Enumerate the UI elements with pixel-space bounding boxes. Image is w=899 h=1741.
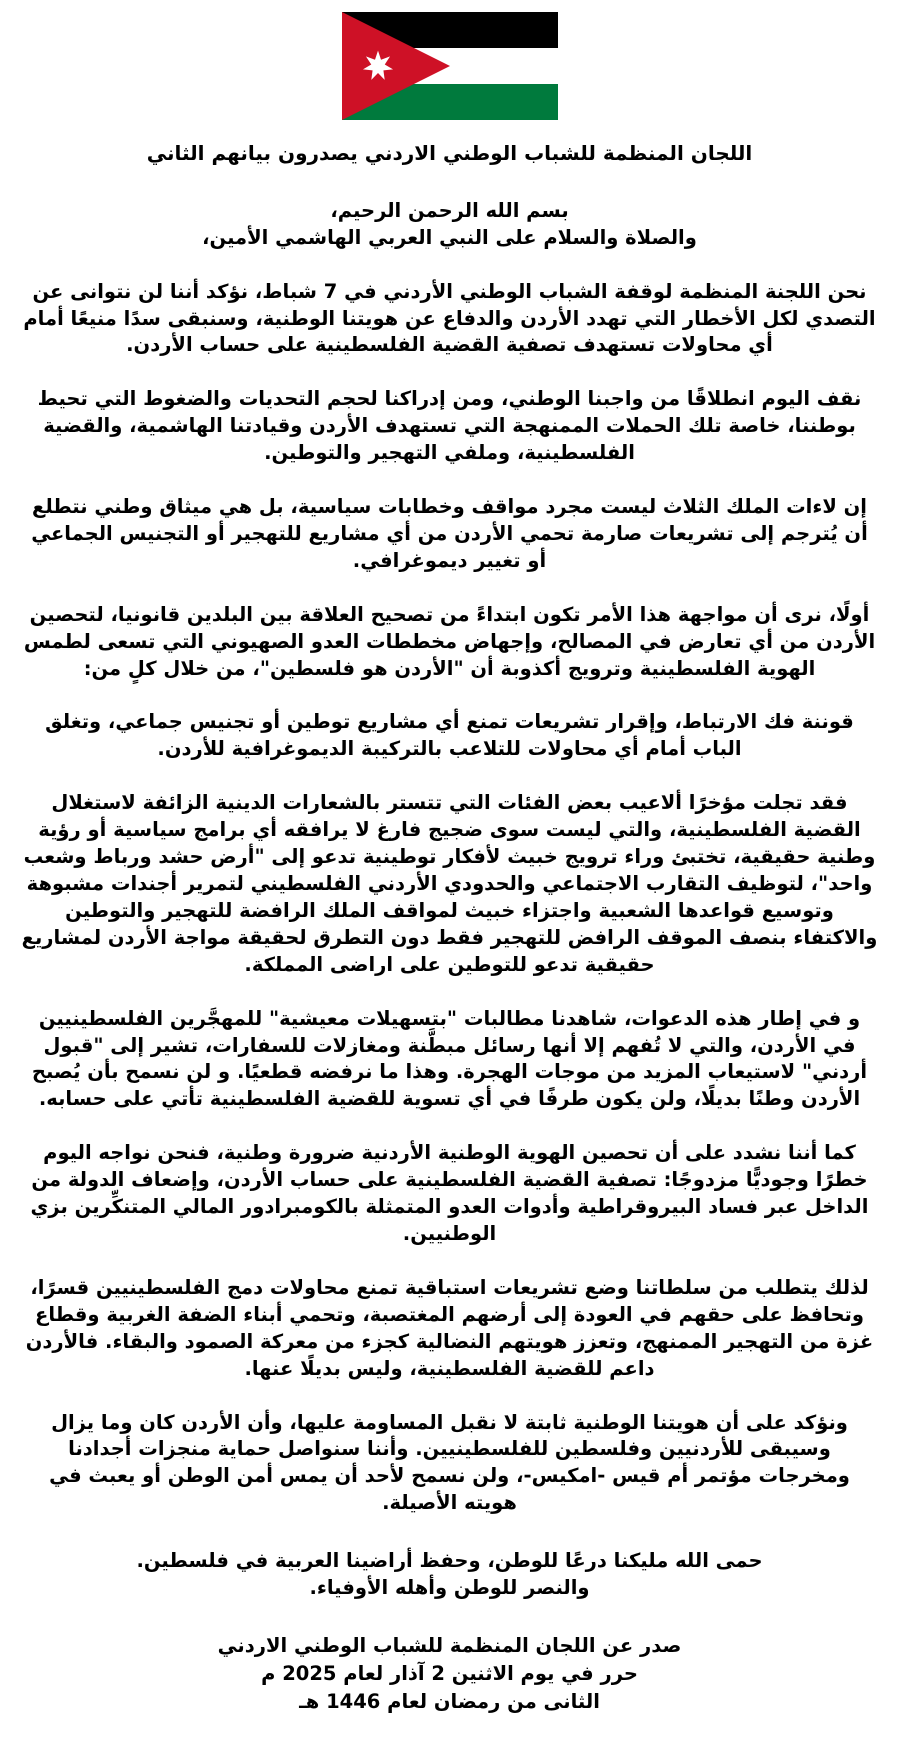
statement-title: اللجان المنظمة للشباب الوطني الاردني يصدرون بيانهم الثاني bbox=[146, 141, 753, 165]
paragraph-national-identity: ونؤكد على أن هويتنا الوطنية ثابتة لا نقبل المساومة عليها، وأن الأردن كان وما يزال وسيبقى للأردنيين وفلسطين للفلسطينيين. وأننا سنواصل حماية منجزات أجدادنا ومخرجات مؤتمر أم قيس -امكيس-، ولن نسمح لأحد أن يمس أمن الوطن أو يعبث في هويته الأصيلة. bbox=[49, 1410, 850, 1515]
basmala-line: بسم الله الرحمن الرحيم، bbox=[330, 199, 569, 222]
closing-prayer bbox=[20, 1547, 879, 1602]
jordan-flag-image bbox=[342, 12, 558, 120]
paragraph-intro: نحن اللجنة المنظمة لوقفة الشباب الوطني الأردني في 7 شباط، نؤكد أننا لن نتوانى عن التصدي لكل الأخطار التي تهدد الأردن والدفاع عن هويتنا الوطنية، وسنبقى سدًا منيعًا أمام أي محاولات تستهدف تصفية القضية الفلسطينية على حساب الأردن. bbox=[23, 279, 876, 357]
paragraph-demands-context: و في إطار هذه الدعوات، شاهدنا مطالبات "بتسهيلات معيشية" للمهجَّرين الفلسطينيين في الأردن، والتي لا تُفهم إلا أنها رسائل مبطَّنة ومغازلات للسفارات، تشير إلى "قبول أردني" لاستيعاب المزيد من موجات الهجرة. وهذا ما نرفضه قطعيًا. و لن نسمح بأن يُصبح الأردن وطنًا بديلًا، ولن يكون طرفًا في أي تسوية للقضية الفلسطينية تأتي على حسابه. bbox=[31, 1006, 868, 1111]
signature-block bbox=[20, 1632, 879, 1717]
salutation-line: والصلاة والسلام على النبي العربي الهاشمي الأمين، bbox=[202, 226, 697, 250]
paragraph-identity-protection: كما أننا نشدد على أن تحصين الهوية الوطنية الأردنية ضرورة وطنية، فنحن نواجه اليوم خطرًا وجوديًّا مزدوجًا: تصفية القضية الفلسطينية على حساب الأردن، وإضعاف الدولة من الداخل عبر فساد البيروقراطية وأدوات العدو المتمثلة بالكومبرادور المالي المتنكِّرين بزي الوطنيين. bbox=[30, 1141, 869, 1245]
gregorian-date-line: حرر في يوم الاثنين 2 آذار لعام 2025 م bbox=[261, 1661, 638, 1685]
paragraph-exposed-groups: فقد تجلت مؤخرًا ألاعيب بعض الفئات التي تتستر بالشعارات الدينية الزائفة لاستغلال القضية الفلسطينية، والتي ليست سوى ضجيج فارغ لا يرافقه أي برامج سياسية أو رؤية وطنية حقيقية، تختبئ وراء ترويج خبيث لأفكار توطينية تدعو إلى "أرض حشد ورباط وشعب واحد"، لتوظيف التقارب الاجتماعي والحدودي الأردني الفلسطيني لتمرير أجندات مشبوهة وتوسيع قواعدها الشعبية واجتزاء خبيث لمواقف الملك الرافضة للتهجير والتوطين والاكتفاء بنصف الموقف الرافض للتهجير فقط دون التطرق لحقيقة مواجة الأردن لمشاريع حقيقية تدعو للتوطين على اراضى المملكة. bbox=[21, 791, 878, 976]
closing-line: حمى الله مليكنا درعًا للوطن، وحفظ أراضينا العربية في فلسطين. bbox=[136, 1549, 763, 1573]
paragraph-three-nos: إن لاءات الملك الثلاث ليست مجرد مواقف وخطابات سياسية، بل هي ميثاق وطني نتطلع أن يُترجم إلى تشريعات صارمة تحمي الأردن من أي مشاريع للتهجير أو التجنيس الجماعي أو تغيير ديموغرافي. bbox=[31, 495, 868, 572]
paragraph-duty: نقف اليوم انطلاقًا من واجبنا الوطني، ومن إدراكنا لحجم التحديات والضغوط التي تحيط بوطننا، خاصة تلك الحملات الممنهجة التي تستهدف الأردن وقيادتنا الهاشمية، والقضية الفلسطينية، وملفي التهجير والتوطين. bbox=[37, 387, 862, 465]
jordan-flag bbox=[342, 12, 558, 120]
paragraph-legislation: قوننة فك الارتباط، وإقرار تشريعات تمنع أي مشاريع توطين أو تجنيس جماعي، وتغلق الباب أمام أي محاولات للتلاعب بالتركيبة الديموغرافية للأردن. bbox=[45, 710, 854, 761]
issued-by-line: صدر عن اللجان المنظمة للشباب الوطني الاردني bbox=[217, 1633, 682, 1657]
paragraph-first-demand: أولًا، نرى أن مواجهة هذا الأمر تكون ابتداءً من تصحيح العلاقة بين البلدين قانونيا، لتحصين الأردن من أي تعارض في المصالح، وإجهاض مخططات العدو الصهيوني التي تسعى لطمس الهوية الفلسطينية وترويج أكذوبة أن "الأردن هو فلسطين"، من خلال كلٍ من: bbox=[23, 602, 876, 680]
victory-line: والنصر للوطن وأهله الأوفياء. bbox=[309, 1576, 590, 1600]
basmala-block bbox=[20, 197, 879, 252]
paragraph-proactive-legislation: لذلك يتطلب من سلطاتنا وضع تشريعات استباقية تمنع محاولات دمج الفلسطينيين قسرًا، وتحافظ على حقهم في العودة إلى أرضهم المغتصبة، وتحمي أبناء الضفة الغربية وقطاع غزة من التهجير الممنهج، وتعزز هويتهم النضالية كجزء من معركة الصمود والبقاء. فالأردن داعم للقضية الفلسطينية، وليس بديلًا عنها. bbox=[25, 1275, 874, 1380]
hijri-date-line: الثانى من رمضان لعام 1446 هـ bbox=[299, 1690, 600, 1714]
